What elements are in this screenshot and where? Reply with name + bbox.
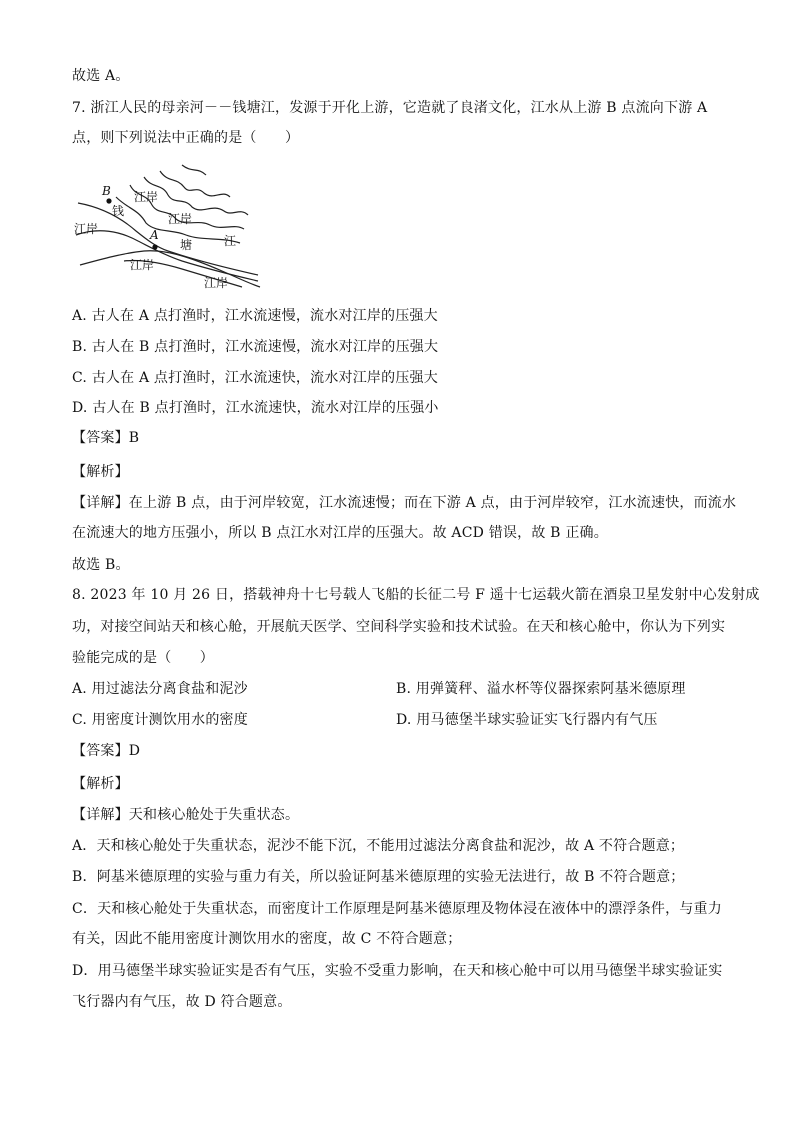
explanation-line: 【详解】天和核心舱处于失重状态。	[72, 807, 300, 823]
question-8-stem-cont: 验能完成的是（ ）	[72, 650, 214, 666]
option-d: D. 用马德堡半球实验证实飞行器内有气压	[396, 712, 658, 728]
river-label: 江	[224, 234, 237, 248]
explanation-line: A．天和核心舱处于失重状态，泥沙不能下沉，不能用过滤法分离食盐和泥沙，故 A 不符合题意；	[72, 838, 685, 854]
answer-label: 【答案】D	[72, 743, 141, 759]
question-7-stem-cont: 点，则下列说法中正确的是（ ）	[72, 130, 300, 146]
river-label: 钱	[112, 204, 125, 218]
bank-label: 江岸	[134, 190, 159, 204]
point-b-marker	[106, 198, 111, 203]
bank-label: 江岸	[204, 276, 229, 290]
option-c: C. 古人在 A 点打渔时，江水流速快，流水对江岸的压强大	[72, 370, 438, 386]
question-8-stem-cont: 功，对接空间站天和核心舱，开展航天医学、空间科学实验和技术试验。在天和核心舱中，你认为下列实	[72, 619, 726, 635]
option-a: A. 古人在 A 点打渔时，江水流速慢，流水对江岸的压强大	[72, 308, 438, 324]
qiantang-river-map	[72, 163, 262, 293]
analysis-label: 【解析】	[72, 464, 129, 480]
explanation-line: D．用马德堡半球实验证实是否有气压，实验不受重力影响，在天和核心舱中可以用马德堡半球实验证实	[72, 963, 723, 979]
bank-label: 江岸	[74, 222, 99, 236]
option-c: C. 用密度计测饮用水的密度	[72, 712, 248, 728]
question-7-stem: 7. 浙江人民的母亲河－－钱塘江，发源于开化上游，它造就了良渚文化，江水从上游 B 点流向下游 A	[72, 100, 708, 116]
point-a-label: A	[150, 228, 159, 242]
option-b: B. 用弹簧秤、溢水杯等仪器探索阿基米德原理	[396, 681, 686, 697]
bank-label: 江岸	[130, 258, 155, 272]
text-line: 故选 A。	[72, 68, 130, 84]
option-b: B. 古人在 B 点打渔时，江水流速慢，流水对江岸的压强大	[72, 339, 439, 355]
option-d: D. 古人在 B 点打渔时，江水流速快，流水对江岸的压强小	[72, 400, 439, 416]
option-a: A. 用过滤法分离食盐和泥沙	[72, 681, 248, 697]
explanation-line: C．天和核心舱处于失重状态，而密度计工作原理是阿基米德原理及物体浸在液体中的漂浮条件，与重力	[72, 901, 722, 917]
explanation-line: 飞行器内有气压，故 D 符合题意。	[72, 994, 292, 1010]
point-a-marker	[152, 244, 157, 249]
explanation-line: 在流速大的地方压强小，所以 B 点江水对江岸的压强大。故 ACD 错误，故 B 正确。	[72, 525, 608, 541]
bank-label: 江岸	[168, 212, 193, 226]
question-8-stem: 8. 2023 年 10 月 26 日，搭载神舟十七号载人飞船的长征二号 F 遥十七运载火箭在酒泉卫星发射中心发射成	[72, 587, 760, 603]
answer-label: 【答案】B	[72, 430, 140, 446]
point-b-label: B	[102, 184, 111, 198]
river-label: 塘	[180, 238, 193, 252]
explanation-line: B．阿基米德原理的实验与重力有关，所以验证阿基米德原理的实验无法进行，故 B 不符合题意；	[72, 869, 685, 885]
analysis-label: 【解析】	[72, 776, 129, 792]
explanation-line: 有关，因此不能用密度计测饮用水的密度，故 C 不符合题意；	[72, 931, 462, 947]
explanation-line: 【详解】在上游 B 点，由于河岸较宽，江水流速慢；而在下游 A 点，由于河岸较窄，江水流速快，而流水	[72, 495, 737, 511]
text-line: 故选 B。	[72, 557, 130, 573]
